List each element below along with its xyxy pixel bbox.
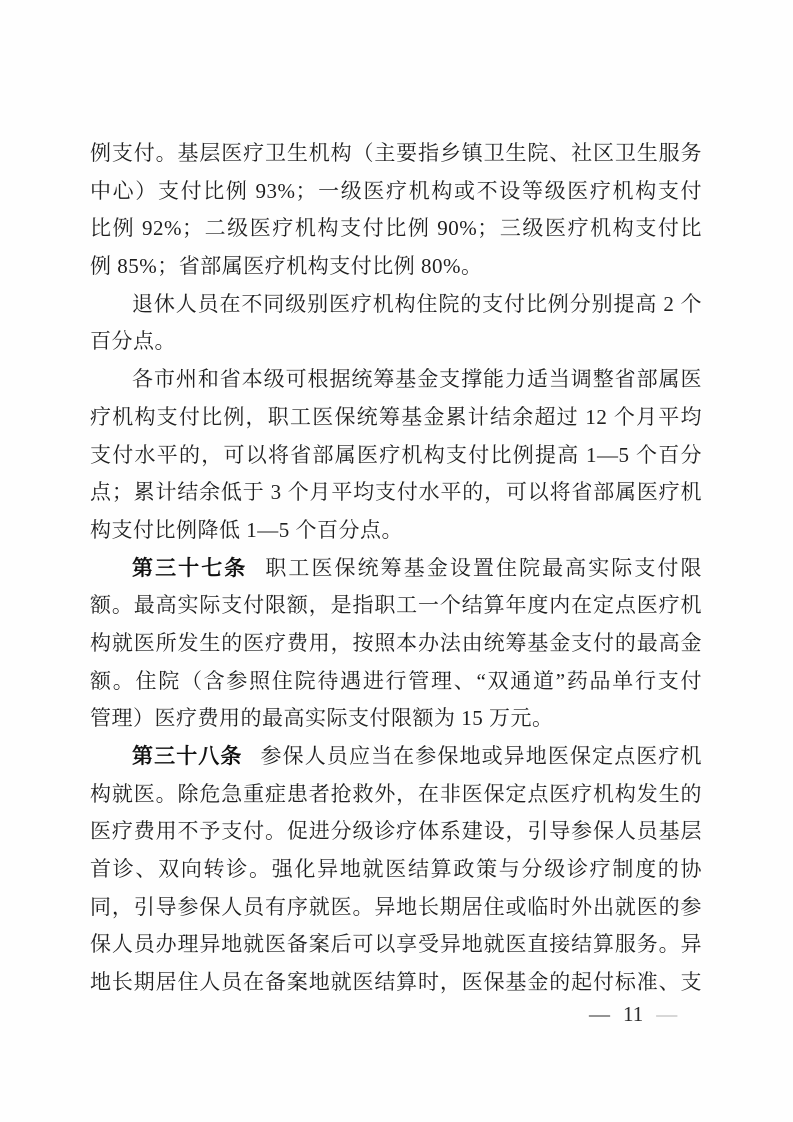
text-line: 各市州和省本级可根据统筹基金支撑能力适当调整省部属医 [132,367,702,392]
article-number: 第三十八条 [132,745,243,768]
text-line: 例支付。基层医疗卫生机构（主要指乡镇卫生院、社区卫生服务 [90,141,702,165]
footer-dash-left: — [589,1002,610,1026]
text-line-article-38 [90,738,702,776]
text-line: 百分点。 [90,329,176,354]
page-number: 11 [623,1002,644,1026]
text-line: 首诊、双向转诊。强化异地就医结算政策与分级诊疗制度的协 [90,857,702,882]
text-line: 额。最高实际支付限额，是指职工一个结算年度内在定点医疗机 [90,593,702,618]
text-line: 构就医。除危急重症患者抢救外，在非医保定点医疗机构发生的 [90,781,702,806]
text-line: 同，引导参保人员有序就医。异地长期居住或临时外出就医的参 [90,894,702,919]
text-line: 疗机构支付比例，职工医保统筹基金累计结余超过 12 个月平均 [90,404,702,429]
text-line: 保人员办理异地就医备案后可以享受异地就医直接结算服务。异 [90,932,702,957]
text-line-article-37 [90,550,702,588]
document-text [90,135,702,1002]
text-line: 构支付比例降低 1—5 个百分点。 [90,517,403,542]
text-line: 支付水平的，可以将省部属医疗机构支付比例提高 1—5 个百分 [90,442,702,467]
text-line: 比例 92%；二级医疗机构支付比例 90%；三级医疗机构支付比 [90,216,702,241]
article-number: 第三十七条 [132,556,248,580]
text-line: 额。住院（含参照住院待遇进行管理、“双通道”药品单行支付 [90,668,702,693]
text-line: 点；累计结余低于 3 个月平均支付水平的，可以将省部属医疗机 [90,480,702,505]
article-text: 职工医保统筹基金设置住院最高实际支付限 [265,555,702,580]
page-footer [589,1002,677,1026]
text-line: 例 85%；省部属医疗机构支付比例 80%。 [90,254,483,279]
article-text: 参保人员应当在参保地或异地医保定点医疗机 [260,744,702,768]
text-line: 构就医所发生的医疗费用，按照本办法由统筹基金支付的最高金 [90,630,702,655]
text-line: 地长期居住人员在备案地就医结算时，医保基金的起付标准、支 [90,970,702,995]
text-line: 医疗费用不予支付。促进分级诊疗体系建设，引导参保人员基层 [90,819,702,844]
footer-dash-right: — [656,1002,678,1026]
text-line: 退休人员在不同级别医疗机构住院的支付比例分别提高 2 个 [132,291,702,316]
text-line: 中心）支付比例 93%；一级医疗机构或不设等级医疗机构支付 [90,178,702,203]
text-line: 管理）医疗费用的最高实际支付限额为 15 万元。 [90,706,554,731]
